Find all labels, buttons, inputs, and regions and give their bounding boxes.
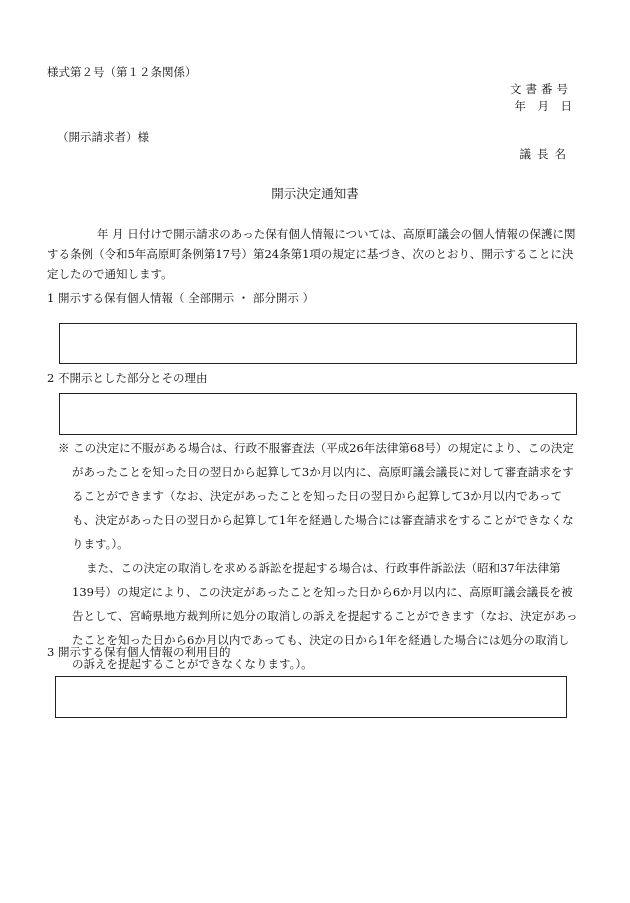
appeal-notice-paragraph-1: ※ この決定に不服がある場合は、行政不服審査法（平成26年法律第68号）の規定により、この決定があったことを知った日の翌日から起算して3か月以内に、高原町議会議長に対して審査請求をすることができます（なお、決定があったことを知った日の翌日から起算して3か月以内であっても、決定があった日の翌日から起算して1年を経過した場合には審査請求をすることができなくなります。）。 (58, 441, 574, 551)
chair-name-label: 議長名 (519, 147, 572, 161)
intro-paragraph: 年 月 日付けで開示請求のあった保有個人情報については、高原町議会の個人情報の保護に関する条例（令和5年高原町条例第17号）第24条第1項の規定に基づき、次のとおり、開示することに決定したので通知します。 (47, 227, 576, 281)
document-number-label: 文書番号 (510, 82, 572, 96)
usage-purpose-field[interactable] (55, 676, 567, 718)
document-date-label: 年 月 日 (514, 99, 572, 113)
section-2-heading: 2 不開示とした部分とその理由 (47, 371, 208, 385)
non-disclosure-reason-field[interactable] (59, 393, 577, 435)
section-1-heading: 1 開示する保有個人情報（ 全部開示 ・ 部分開示 ） (47, 291, 315, 305)
requester-label: （開示請求者）様 (57, 130, 149, 144)
appeal-notice (58, 436, 578, 676)
section-3-heading: 3 開示する保有個人情報の利用目的 (47, 645, 231, 659)
form-number: 様式第２号（第１２条関係） (47, 65, 197, 79)
appeal-notice-paragraph-2: また、この決定の取消しを求める訴訟を提起する場合は、行政事件訴訟法（昭和37年法律第139号）の規定により、この決定があったことを知った日から6か月以内に、高原町議会議長を被告として、宮崎県地方裁判所に処分の取消しの訴えを提起することができます（なお、決定があったことを知った日から6か月以内であっても、決定の日から1年を経過した場合には処分の取消しの訴えを提起することができなくなります。）。 (72, 561, 578, 671)
disclosed-info-field[interactable] (59, 323, 577, 364)
page-title: 開示決定通知書 (271, 186, 359, 201)
